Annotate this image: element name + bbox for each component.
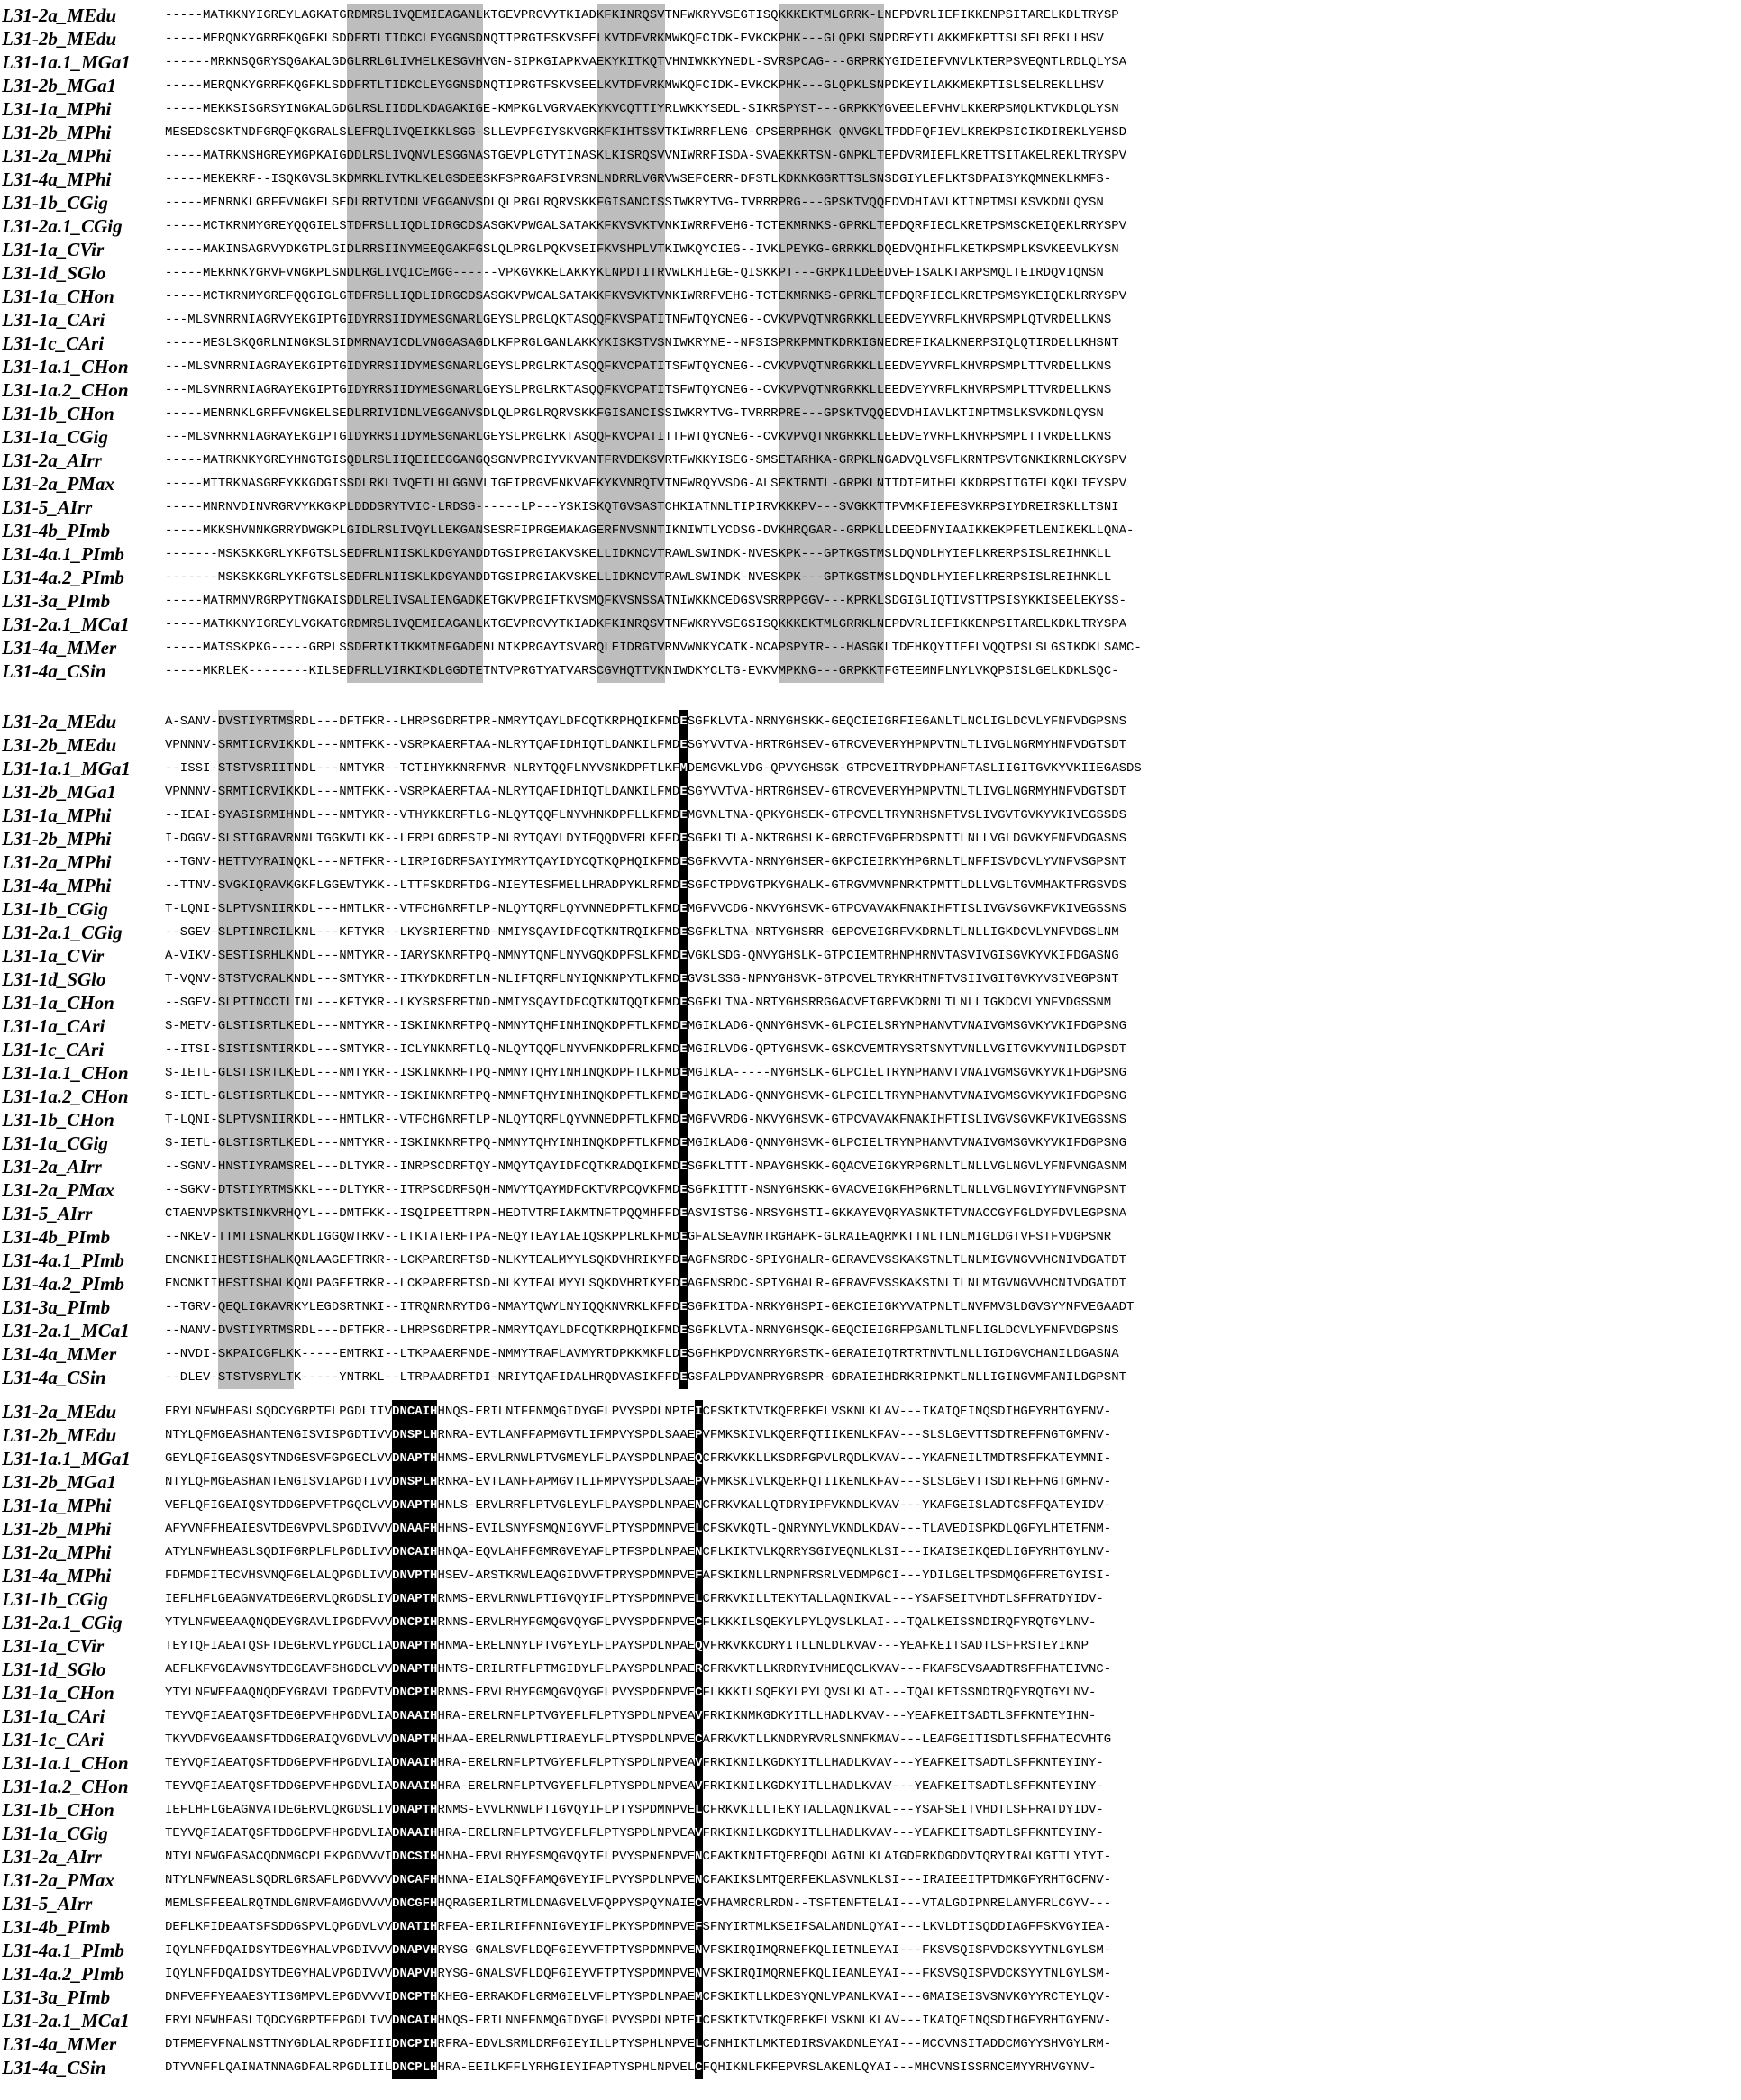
sequence-residues: --NKEV-TTMTISNALRKDLIGGQWTRKV--LTKTATERFTPA-NEQYTEAYIAEIQSKPPLRLKFMDEGFALSEAVNRTRGHAPK-GLRAIEAQRMKTTNLTLNLMIGLDGTVFSTFVDGPSNR xyxy=(165,1225,1741,1249)
alignment-row xyxy=(0,1868,1741,1892)
sequence-label: L31-1a_CHon xyxy=(2,286,114,307)
alignment-row xyxy=(0,968,1741,991)
sequence-label: L31-2a.1_CGig xyxy=(2,215,123,237)
sequence-residues: --SGEV-SLPTINRCILKNL---KFTYKR--LKYSRIERFTND-NMIYSQAYIDFCQTKNTRQIKFMDESGFKLTNA-NRTYGHSRR-GEPCVEIGRFVKDRNLTLNLLIGKDCVLYNFVDGSLNM xyxy=(165,921,1741,944)
alignment-row xyxy=(0,1517,1741,1541)
sequence-label: L31-3a_PImb xyxy=(2,590,111,612)
sequence-residues: -----MATRMNVRGRPYTNGKAISDDLRELIVSALIENGADKETGKVPRGIFTKVSMQFKVSNSSATNIWKKNCEDGSVSRRPPGGV---KPRKLSDGIGLIQTIVSTTPSISYKKISEELEKYSS- xyxy=(165,589,1741,613)
sequence-label: L31-1a.2_CHon xyxy=(2,379,129,401)
sequence-residues: IEFLHFLGEAGNVATDEGERVLQRGDSLIVDNAPTHRNMS-ERVLRNWLPTIGVQYIFLPTYSPDMNPVELCFRKVKILLTEKYTALLAQNIKVAL---YSAFSEITVHDTLSFFRATDYIDV- xyxy=(165,1587,1741,1611)
sequence-residues: S-IETL-GLSTISRTLKEDL---NMTYKR--ISKINKNRFTPQ-NMNFTQHYINHINQKDPFTLKFMDEMGIKLADG-QNNYGHSVK-GLPCIELTRYNPHANVTVNAIVGMSGVKYVKIFDGPSNG xyxy=(165,1085,1741,1108)
sequence-label: L31-4a_MPhi xyxy=(2,1565,112,1586)
sequence-label: L31-1a_CVir xyxy=(2,239,105,260)
sequence-residues: -------MSKSKKGRLYKFGTSLSEDFRLNIISKLKDGYANDDTGSIPRGIAKVSKELLIDKNCVTRAWLSWINDK-NVESKPK---GPTKGSTMSLDQNDLHYIEFLKRERPSISLREIHNKLL xyxy=(165,566,1741,589)
alignment-row xyxy=(0,1400,1741,1423)
sequence-label: L31-4a.1_PImb xyxy=(2,543,124,565)
sequence-label: L31-4a_MPhi xyxy=(2,875,112,896)
sequence-label: L31-1c_CAri xyxy=(2,332,105,354)
sequence-label: L31-2b_MPhi xyxy=(2,122,112,143)
sequence-residues: T-LQNI-SLPTVSNIIRKDL---HMTLKR--VTFCHGNRFTLP-NLQYTQRFLQYVNNEDPFTLKFMDEMGFVVRDG-NKVYGHSVK-GTPCVAVAKFNAKIHFTISLIVGVSGVKFVKIVEGSSNS xyxy=(165,1108,1741,1132)
alignment-row xyxy=(0,495,1741,519)
sequence-residues: TEYVQFIAEATQSFTDDGEPVFHPGDVLIADNAAIHHRA-ERELRNFLPTVGYEFLFLPTYSPDLNPVEAVFRKIKNILKGDKYITLLHADLKVAV---YEAFKEITSADTLSFFKNTEYINY- xyxy=(165,1775,1741,1798)
alignment-row xyxy=(0,1423,1741,1447)
alignment-row xyxy=(0,519,1741,542)
sequence-residues: NTYLNFWGEASACQDNMGCPLFKPGDVVVIDNCSIHHNHA-ERVLRHYFSMQGVQYIFLPVYSPNFNPVENCFAKIKNIFTQERFQDLAGINLKLAIGDFRKDGDDVTQRYIRALKGTTLYIYT- xyxy=(165,1845,1741,1868)
alignment-row xyxy=(0,1892,1741,1915)
sequence-label: L31-2a.1_MCa1 xyxy=(2,2010,130,2032)
sequence-label: L31-2a_AIrr xyxy=(2,1156,102,1177)
sequence-label: L31-2a_AIrr xyxy=(2,1846,102,1868)
sequence-label: L31-4a_MPhi xyxy=(2,168,112,190)
sequence-residues: ---MLSVNRRNIAGRAYEKGIPTGIDYRRSIIDYMESGNARLGEYSLPRGLRKTASQQFKVCPATITSFWTQYCNEG--CVKVPVQTNRGRKKLLEEDVEYVRFLKHVRPSMPLTTVRDELLKNS xyxy=(165,378,1741,402)
sequence-residues: IQYLNFFDQAIDSYTDEGYHALVPGDIVVVDNAPVHRYSG-GNALSVFLDQFGIEYVFTPTYSPDMNPVENVFSKIRQIMQRNEFKQLIEANLEYAI---FKSVSQISPVDCKSYYTNLGYLSM- xyxy=(165,1962,1741,1986)
sequence-residues: -----MTTRKNASGREYKKGDGISSDLRKLIVQETLHLGGNVLTGEIPRGVFNKVAEKYKVNRQTVTNFWRQYVSDG-ALSEKTRNTL-GRPKLNTTDIEMIHFLKKDRPSITGTELKQKLIEYSPV xyxy=(165,472,1741,495)
sequence-residues: ATYLNFWHEASLSQDIFGRPLFLPGDLIVVDNCAIHHNQA-EQVLAHFFGMRGVEYAFLPTFSPDLNPAENCFLKIKTVLKQRRYSGIVEQNLKLSI---IKAISEIKQEDLIGFYRHTGYLNV- xyxy=(165,1541,1741,1564)
alignment-row xyxy=(0,757,1741,780)
alignment-row xyxy=(0,733,1741,757)
alignment-row xyxy=(0,50,1741,74)
alignment-row xyxy=(0,1132,1741,1155)
sequence-label: L31-2a.1_MCa1 xyxy=(2,614,130,635)
sequence-residues: -----MENRNKLGRFFVNGKELSEDLRRIVIDNLVEGGANVSDLQLPRGLRQRVSKKFGISANCISSIWKRYTVG-TVRRRPRE---GPSKTVQQEDVDHIAVLKTINPTMSLKSVKDNLQYSN xyxy=(165,402,1741,425)
sequence-label: L31-2b_MEdu xyxy=(2,1424,117,1446)
sequence-residues: TEYVQFIAEATQSFTDDGEPVFHPGDVLIADNAAIHHRA-ERELRNFLPTVGYEFLFLPTYSPDLNPVEAVFRKIKNILKGDKYITLLHADLKVAV---YEAFKEITSADTLSFFKNTEYINY- xyxy=(165,1822,1741,1845)
sequence-label: L31-2a.1_MCa1 xyxy=(2,1320,130,1341)
sequence-label: L31-1b_CHon xyxy=(2,1109,114,1131)
alignment-row xyxy=(0,1845,1741,1868)
alignment-row xyxy=(0,308,1741,332)
sequence-residues: TEYVQFIAEATQSFTDEGEPVFHPGDVLIADNAAIHHRA-ERELRNFLPTVGYEFLFLPTYSPDLNPVEAVFRKIKNMKGDKYITLLHADLKVAV---YEAFKEITSADTLSFFKNTEYIHN- xyxy=(165,1705,1741,1728)
alignment-row xyxy=(0,214,1741,238)
sequence-residues: A-VIKV-SESTISRHLKNDL---NMTYKR--IARYSKNRFTPQ-NMNYTQNFLNYVGQKDPFSLKFMDEVGKLSDG-QNVYGHSLK-GTPCIEMTRHNPHRNVTASVIVGISGVKYVKIFDGASNG xyxy=(165,944,1741,968)
alignment-row xyxy=(0,1681,1741,1705)
sequence-residues: NTYLQFMGEASHANTENGISVIAPGDTIVVDNSPLHRNRA-EVTLANFFAPMGVTLIFMPVYSPDLSAAEPVFMKSKIVLKQERFQTIIKENLKFAV---SLSLGEVTTSDTREFFNGTGMFNV- xyxy=(165,1470,1741,1494)
alignment-row xyxy=(0,566,1741,589)
sequence-residues: -----MERQNKYGRRFKQGFKLSDDFRTLTIDKCLEYGGNSDNQTIPRGTFSKVSEELKVTDFVRKMWKQFCIDK-EVKCKPHK---GLQPKLSNPDKEYILAKKMEKPTISLSELREKLLHSV xyxy=(165,74,1741,97)
sequence-residues: --NANV-DVSTIYRTMSRDL---DFTFKR--LHRPSGDRFTPR-NMRYTQAYLDFCQTKRPHQIKFMDESGFKLVTA-NRNYGHSQK-GEQCIEIGRFPGANLTLNFLIGLDCVLYFNFVDGPSNS xyxy=(165,1319,1741,1342)
alignment-row xyxy=(0,332,1741,355)
sequence-label: L31-1a_MPhi xyxy=(2,98,112,120)
sequence-label: L31-1a.1_MGa1 xyxy=(2,758,131,779)
alignment-row xyxy=(0,874,1741,897)
sequence-residues: FDFMDFITECVHSVNQFGELALQPGDLIVVDNVPTHHSEV-ARSTKRWLEAQGIDVVFTPRYSPDMNPVEFAFSKIKNLLRNPNFRSRLVEDMPGCI---YDILGELTPSDMQGFFRETGYISI- xyxy=(165,1564,1741,1587)
alignment-row xyxy=(0,589,1741,613)
alignment-row xyxy=(0,804,1741,827)
sequence-label: L31-2b_MGa1 xyxy=(2,781,117,803)
sequence-label: L31-1b_CGig xyxy=(2,898,108,920)
alignment-row xyxy=(0,542,1741,566)
sequence-residues: -----MENRNKLGRFFVNGKELSEDLRRIVIDNLVEGGANVSDLQLPRGLRQRVSKKFGISANCISSIWKRYTVG-TVRRRPRG---GPSKTVQQEDVDHIAVLKTINPTMSLKSVKDNLQYSN xyxy=(165,191,1741,214)
sequence-residues: ENCNKIIHESTISHALKQNLAAGEFTRKR--LCKPARERFTSD-NLKYTEALMYYLSQKDVHRIKYFDEAGFNSRDC-SPIYGHALR-GERAVEVSSKAKSTNLTLNLMIGVNGVVHCNIVDGATDT xyxy=(165,1249,1741,1272)
sequence-label: L31-2b_MEdu xyxy=(2,734,117,756)
alignment-row xyxy=(0,2009,1741,2032)
sequence-label: L31-2b_MPhi xyxy=(2,1518,112,1540)
sequence-residues: -----MERQNKYGRRFKQGFKLSDDFRTLTIDKCLEYGGNSDNQTIPRGTFSKVSEELKVTDFVRKMWKQFCIDK-EVKCKPHK---GLQPKLSNPDREYILAKKMEKPTISLSELREKLLHSV xyxy=(165,27,1741,50)
sequence-label: L31-2a_AIrr xyxy=(2,450,102,471)
sequence-label: L31-1b_CHon xyxy=(2,1799,114,1821)
sequence-label: L31-4a_MMer xyxy=(2,1343,117,1365)
sequence-label: L31-1a_CAri xyxy=(2,1015,105,1037)
sequence-residues: -----MEKRNKYGRVFVNGKPLSNDLRGLIVQICEMGG------VPKGVKKELAKKYKLNPDTITRVWLKHIEGE-QISKKPT---GRPKILDEEDVEFISALKTARPSMQLTEIRDQVIQNSN xyxy=(165,261,1741,285)
sequence-label: L31-1a.1_CHon xyxy=(2,356,129,377)
sequence-residues: NTYLNFWNEASLSQDRLGRSAFLPGDVVVVDNCAFHHNNA-EIALSQFFAMQGVEYIFLPVYSPDLNPVENCFAKIKSLMTQERFEKLASVNLKLSI---IRAIEEITPTDMKGFYRHTGCFNV- xyxy=(165,1868,1741,1892)
sequence-residues: CTAENVPSKTSINKVRHQYL---DMTFKK--ISQIPEETTRPN-HEDTVTRFIAKMTNFTPQQMHFFDEASVISTSG-NRSYGHSTI-GKKAYEVQRYASNKTFTVNACCGYFGLDYFDVLEGPSNA xyxy=(165,1202,1741,1225)
sequence-label: L31-4a_CSin xyxy=(2,2057,106,2078)
sequence-residues: IEFLHFLGEAGNVATDEGERVLQRGDSLIVDNAPTHRNMS-EVVLRNWLPTIGVQYIFLPTYSPDMNPVELCFRKVKILLTEKYTALLAQNIKVAL---YSAFSEITVHDTLSFFRATDYIDV- xyxy=(165,1798,1741,1822)
sequence-label: L31-1a_CGig xyxy=(2,1823,108,1844)
sequence-label: L31-4b_PImb xyxy=(2,1226,111,1248)
sequence-residues: --ITSI-SISTISNTIRKDL---SMTYKR--ICLYNKNRFTLQ-NLQYTQQFLNYVFNKDPFRLKFMDEMGIRLVDG-QPTYGHSVK-GSKCVEMTRYSRTSNYTVNLLVGITGVKYVNILDGPSDT xyxy=(165,1038,1741,1061)
sequence-label: L31-2b_MEdu xyxy=(2,28,117,50)
sequence-label: L31-1b_CGig xyxy=(2,192,108,214)
sequence-residues: ---MLSVNRRNIAGRAYEKGIPTGIDYRRSIIDYMESGNARLGEYSLPRGLRKTASQQFKVCPATITTFWTQYCNEG--CVKVPVQTNRGRKKLLEEDVEYVRFLKHVRPSMPLTTVRDELLKNS xyxy=(165,425,1741,449)
sequence-residues: ------MRKNSQGRYSQGAKALGDGLRRLGLIVHELKESGVHVGN-SIPKGIAPKVAEKYKITKQTVHNIWKKYNEDL-SVRSPCAG---GRPRKYGIDEIEFVNVLKTERPSVEQNTLRDLQLYSA xyxy=(165,50,1741,74)
alignment-row xyxy=(0,168,1741,191)
sequence-label: L31-2a_MPhi xyxy=(2,851,112,873)
sequence-label: L31-3a_PImb xyxy=(2,1986,111,2008)
sequence-label: L31-2a.1_CGig xyxy=(2,922,123,943)
sequence-residues: -----MCTKRNMYGREYQQGIELSTDFRSLLIQDLIDRGCDSASGKVPWGALSATAKKFKVSVKTVNKIWRRFVEHG-TCTEKMRNKS-GPRKLTEPDQRFIECLKRETPSMSCKEIQEKLRRYSPV xyxy=(165,214,1741,238)
sequence-label: L31-2a_MEdu xyxy=(2,5,117,26)
alignment-row xyxy=(0,402,1741,425)
alignment-row xyxy=(0,1366,1741,1389)
alignment-row xyxy=(0,1658,1741,1681)
sequence-residues: S-METV-GLSTISRTLKEDL---NMTYKR--ISKINKNRFTPQ-NMNYTQHFINHINQKDPFTLKFMDEMGIKLADG-QNNYGHSVK-GLPCIELSRYNPHANVTVNAIVGMSGVKYVKIFDGPSNG xyxy=(165,1014,1741,1038)
alignment-row xyxy=(0,285,1741,308)
sequence-label: L31-4a.1_PImb xyxy=(2,1250,124,1271)
alignment-row xyxy=(0,144,1741,168)
alignment-row xyxy=(0,1108,1741,1132)
alignment-row xyxy=(0,1611,1741,1634)
alignment-row xyxy=(0,1728,1741,1751)
sequence-residues: AFYVNFFHEAIESVTDEGVPVLSPGDIVVVDNAAFHHHNS-EVILSNYFSMQNIGYVFLPTYSPDMNPVELCFSKVKQTL-QNRYNYLVKNDLKDAV---TLAVEDISPKDLQGFYLHTETFNM- xyxy=(165,1517,1741,1541)
sequence-label: L31-2a_MEdu xyxy=(2,1401,117,1423)
alignment-row xyxy=(0,897,1741,921)
sequence-label: L31-1a_CHon xyxy=(2,992,114,1014)
alignment-row xyxy=(0,2056,1741,2079)
sequence-label: L31-4a.2_PImb xyxy=(2,1963,124,1985)
sequence-residues: TEYVQFIAEATQSFTDDGEPVFHPGDVLIADNAAIHHRA-ERELRNFLPTVGYEFLFLPTYSPDLNPVEAVFRKIKNILKGDKYITLLHADLKVAV---YEAFKEITSADTLSFFKNTEYINY- xyxy=(165,1751,1741,1775)
sequence-residues: -----MKRLEK--------KILSEDFRLLVIRKIKDLGGDTETNTVPRGTYATVARSCGVHQTTVKNIWDKYCLTG-EVKVMPKNG---GRPKKTFGTEEMNFLNYLVKQPSISLGELKDKLSQC- xyxy=(165,659,1741,683)
alignment-row xyxy=(0,472,1741,495)
sequence-residues: --SGNV-HNSTIYRAMSREL---DLTYKR--INRPSCDRFTQY-NMQYTQAYIDFCQTKRADQIKFMDESGFKLTTT-NPAYGHSKK-GQACVEIGKYRPGRNLTLNLLVGLNGVLYFNFVNGASNM xyxy=(165,1155,1741,1178)
alignment-row xyxy=(0,1564,1741,1587)
alignment-row xyxy=(0,191,1741,214)
alignment-row xyxy=(0,1939,1741,1962)
alignment-row xyxy=(0,1751,1741,1775)
sequence-residues: --SGKV-DTSTIYRTMSKKL---DLTYKR--ITRPSCDRFSQH-NMVYTQAYMDFCKTVRPCQVKFMDESGFKITTT-NSNYGHSKK-GVACVEIGKFHPGRNLTLNLLVGLNGVIYYNFVNGPSNT xyxy=(165,1178,1741,1202)
alignment-row xyxy=(0,1085,1741,1108)
alignment-row xyxy=(0,2032,1741,2056)
alignment-row xyxy=(0,261,1741,285)
sequence-residues: AEFLKFVGEAVNSYTDEGEAVFSHGDCLVVDNAPTHHNTS-ERILRTFLPTMGIDYLFLPAYSPDLNPAERCFRKVKTLLKRDRYIVHMEQCLKVAV---FKAFSEVSAADTRSFFHATEIVNC- xyxy=(165,1658,1741,1681)
sequence-residues: VPNNNV-SRMTICRVIKKDL---NMTFKK--VSRPKAERFTAA-NLRYTQAFIDHIQTLDANKILFMDESGYVVTVA-HRTRGHSEV-GTRCVEVERYHPNPVTNLTLIVGLNGRMYHNFVDGTSDT xyxy=(165,733,1741,757)
sequence-label: L31-1a.1_MGa1 xyxy=(2,1448,131,1469)
alignment-row xyxy=(0,1494,1741,1517)
sequence-label: L31-5_AIrr xyxy=(2,496,93,518)
sequence-label: L31-1a_MPhi xyxy=(2,805,112,826)
alignment-row xyxy=(0,1447,1741,1470)
sequence-residues: --ISSI-STSTVSRIITNDL---NMTYKR--TCTIHYKKNRFMVR-NLRYTQQFLNYVSNKDPFTLKFMDEMGVKLVDG-QPVYGHSGK-GTPCVEITRYDPHANFTASLIIGITGVKYVKIIEGASDS xyxy=(165,757,1741,780)
sequence-residues: ERYLNFWHEASLTQDCYGRPTFFPGDLIVVDNCAIHHNQS-ERILNNFFNMQGIDYGFLPVYSPDLNPIEICFSKIKTVIKQERFKELVSKNLKLAV---IKAIQEINQSDIHGFYRHTGYFNV- xyxy=(165,2009,1741,2032)
sequence-residues: -----MATRKNSHGREYMGPKAIGDDLRSLIVQNVLESGGNASTGEVPLGTYTINASKLKISRQSVVNIWRRFISDA-SVAEKKRTSN-GNPKLTEPDVRMIEFLKRETTSITAKELREKLTRYSPV xyxy=(165,144,1741,168)
sequence-residues: ERYLNFWHEASLSQDCYGRPTFLPGDLIIVDNCAIHHNQS-ERILNTFFNMQGIDYGFLPVYSPDLNPIEICFSKIKTVIKQERFKELVSKNLKLAV---IKAIQEINQSDIHGFYRHTGYFNV- xyxy=(165,1400,1741,1423)
alignment-row xyxy=(0,921,1741,944)
alignment-row xyxy=(0,1178,1741,1202)
sequence-residues: --DLEV-STSTVSRYLTK-----YNTRKL--LTRPAADRFTDI-NRIYTQAFIDALHRQDVASIKFFDEGSFALPDVANPRYGRSPR-GDRAIEIHDRKRIPNKTLNLLIGINGVMFANILDGPSNT xyxy=(165,1366,1741,1389)
sequence-label: L31-1a_CVir xyxy=(2,945,105,967)
alignment-row xyxy=(0,780,1741,804)
sequence-label: L31-1a_CHon xyxy=(2,1682,114,1704)
alignment-row xyxy=(0,1822,1741,1845)
alignment-row xyxy=(0,1470,1741,1494)
sequence-residues: -----MAKINSAGRVYDKGTPLGIDLRRSIINYMEEQGAKFGSLQLPRGLPQKVSEIFKVSHPLVTKIWKQYCIEG--IVKLPEYKG-GRRKKLDQEDVQHIHFLKETKPSMPLKSVKEEVLKYSN xyxy=(165,238,1741,261)
sequence-residues: VEFLQFIGEAIQSYTDDGEPVFTPGQCLVVDNAPTHHNLS-ERVLRRFLPTVGLEYLFLPAYSPDLNPAENCFRKVKALLQTDRYIPFVKNDLKVAV---YKAFGEISLADTCSFFQATEYIDV- xyxy=(165,1494,1741,1517)
sequence-residues: S-IETL-GLSTISRTLKEDL---NMTYKR--ISKINKNRFTPQ-NMNYTQHYINHINQKDPFTLKFMDEMGIKLA-----NYGHSLK-GLPCIELTRYNPHANVTVNAIVGMSGVKYVKIFDGPSNG xyxy=(165,1061,1741,1085)
sequence-residues: -------MSKSKKGRLYKFGTSLSEDFRLNIISKLKDGYANDDTGSIPRGIAKVSKELLIDKNCVTRAWLSWINDK-NVESKPK---GPTKGSTMSLDQNDLHYIEFLKRERPSISLREIHNKLL xyxy=(165,542,1741,566)
sequence-residues: A-SANV-DVSTIYRTMSRDL---DFTFKR--LHRPSGDRFTPR-NMRYTQAYLDFCQTKRPHQIKFMDESGFKLVTA-NRNYGHSKK-GEQCIEIGRFIEGANLTLNCLIGLDCVLYFNFVDGPSNS xyxy=(165,710,1741,733)
alignment-row xyxy=(0,1962,1741,1986)
sequence-label: L31-1d_SGlo xyxy=(2,1659,106,1680)
sequence-residues: T-LQNI-SLPTVSNIIRKDL---HMTLKR--VTFCHGNRFTLP-NLQYTQRFLQYVNNEDPFTLKFMDEMGFVVCDG-NKVYGHSVK-GTPCVAVAKFNAKIHFTISLIVGVSGVKFVKIVEGSSNS xyxy=(165,897,1741,921)
sequence-label: L31-1a.1_CHon xyxy=(2,1062,129,1084)
sequence-residues: S-IETL-GLSTISRTLKEDL---NMTYKR--ISKINKNRFTPQ-NMNYTQHYINHINQKDPFTLKFMDEMGIKLADG-QNNYGHSVK-GLPCIELTRYNPHANVTVNAIVGMSGVKYVKIFDGPSNG xyxy=(165,1132,1741,1155)
sequence-residues: --SGEV-SLPTINCCILINL---KFTYKR--LKYSRSERFTND-NMIYSQAYIDFCQTKNTQQIKFMDESGFKLTNA-NRTYGHSRRGGACVEIGRFVKDRNLTLNLLIGKDCVLYNFVDGSSNM xyxy=(165,991,1741,1014)
sequence-label: L31-4a.2_PImb xyxy=(2,567,124,588)
sequence-label: L31-2a_PMax xyxy=(2,1179,114,1201)
sequence-residues: --TGNV-HETTVYRAINQKL---NFTFKR--LIRPIGDRFSAYIYMRYTQAYIDYCQTKQPHQIKFMDESGFKVVTA-NRNYGHSER-GKPCIEIRKYHPGRNLTLNFFISVDCVLYVNFVSGPSNT xyxy=(165,850,1741,874)
sequence-label: L31-4a_MMer xyxy=(2,2033,117,2055)
sequence-label: L31-5_AIrr xyxy=(2,1893,93,1914)
sequence-label: L31-1a_CVir xyxy=(2,1635,105,1657)
alignment-row xyxy=(0,1295,1741,1319)
sequence-residues: -----MATRKNKYGREYHNGTGISQDLRSLIIQEIEEGGANGQSGNVPRGIYVKVANTFRVDEKSVRTFWKKYISEG-SMSETARHKA-GRPKLNGADVQLVSFLKRNTPSVTGNKIKRNLCKYSPV xyxy=(165,449,1741,472)
alignment-row xyxy=(0,1986,1741,2009)
sequence-label: L31-2a_MPhi xyxy=(2,145,112,167)
sequence-label: L31-1c_CAri xyxy=(2,1729,105,1750)
sequence-residues: YTYLNFWEEAAQNQDEYGRAVLIPGDFVIVDNCPIHRNNS-ERVLRHYFGMQGVQYGFLPVYSPDFNPVECFLKKKILSQEKYLPYLQVSLKLAI---TQALKEISSNDIRQFYRQTGYLNV- xyxy=(165,1681,1741,1705)
alignment-row xyxy=(0,1202,1741,1225)
alignment-row xyxy=(0,74,1741,97)
sequence-residues: -----MESLSKQGRLNINGKSLSIDMRNAVICDLVNGGASAGDLKFPRGLGANLAKKYKISKSTVSNIWKRYNE--NFSISPRKPMNTKDRKIGNEDREFIKALKNERPSIQLQTIRDELLKHSNT xyxy=(165,332,1741,355)
sequence-residues: VPNNNV-SRMTICRVIKKDL---NMTFKK--VSRPKAERFTAA-NLRYTQAFIDHIQTLDANKILFMDESGYVVTVA-HRTRGHSEV-GTRCVEVERYHPNPVTNLTLIVGLNGRMYHNFVDGTSDT xyxy=(165,780,1741,804)
sequence-label: L31-4a.2_PImb xyxy=(2,1273,124,1295)
alignment-row xyxy=(0,449,1741,472)
sequence-residues: I-DGGV-SLSTIGRAVRNNLTGGKWTLKK--LERPLGDRFSIP-NLRYTQAYLDYIFQQDVERLKFFDESGFKLTLA-NKTRGHSLK-GRRCIEVGPFRDSPNITLNLLVGLDGVKYFNFVDGASNS xyxy=(165,827,1741,850)
sequence-label: L31-1a.1_MGa1 xyxy=(2,51,131,73)
sequence-label: L31-2a_MEdu xyxy=(2,711,117,732)
alignment-row xyxy=(0,827,1741,850)
sequence-label: L31-2b_MPhi xyxy=(2,828,112,850)
sequence-residues: IQYLNFFDQAIDSYTDEGYHALVPGDIVVVDNAPVHRYSG-GNALSVFLDQFGIEYVFTPTYSPDMNPVENVFSKIRQIMQRNEFKQLIETNLEYAI---FKSVSQISPVDCKSYYTNLGYLSM- xyxy=(165,1939,1741,1962)
sequence-label: L31-4b_PImb xyxy=(2,1916,111,1938)
sequence-residues: NTYLQFMGEASHANTENGISVISPGDTIVVDNSPLHRNRA-EVTLANFFAPMGVTLIFMPVYSPDLSAAEPVFMKSKIVLKQERFQTIIKENLKFAV---SLSLGEVTTSDTREFFNGTGMFNV- xyxy=(165,1423,1741,1447)
sequence-label: L31-4a_MMer xyxy=(2,637,117,659)
sequence-residues: -----MATKKNYIGREYLAGKATGRDMRSLIVQEMIEAGANLKTGEVPRGVYTKIADKFKINRQSVTNFWKRYVSEGTISQKKKEKTMLGRRK-LNEPDVRLIEFIKKENPSITARELKDLTRYSP xyxy=(165,4,1741,27)
alignment-row xyxy=(0,944,1741,968)
sequence-label: L31-2b_MGa1 xyxy=(2,75,117,96)
sequence-residues: DEFLKFIDEAATSFSDDGSPVLQPGDVLVVDNATIHRFEA-ERILRIFFNNIGVEYIFLPKYSPDMNPVEFSFNYIRTMLKSEIFSALANDNLQYAI---LKVLDTISQDDIAGFFSKVGYIEA- xyxy=(165,1915,1741,1939)
sequence-residues: DTYVNFFLQAINATNNAGDFALRPGDLIILDNCPLHHRA-EEILKFFLYRHGIEYIFAPTYSPHLNPVELCFQHIKNLFKFEPVRSLAKENLQYAI---MHCVNSISSRNCEMYYRHVGYNV- xyxy=(165,2056,1741,2079)
sequence-label: L31-4b_PImb xyxy=(2,520,111,541)
alignment-row xyxy=(0,1155,1741,1178)
alignment-row xyxy=(0,1541,1741,1564)
sequence-label: L31-2a_PMax xyxy=(2,1869,114,1891)
sequence-label: L31-1b_CGig xyxy=(2,1588,108,1610)
alignment-row xyxy=(0,1705,1741,1728)
alignment-row xyxy=(0,850,1741,874)
sequence-residues: -----MNRNVDINVRGRVYKKGKPLDDDSRYTVIC-LRDSG------LP---YSKISKQTGVSASTCHKIATNNLTIPIRVKKKPV---SVGKKTTPVMKFIEFESVKRPSIYDREIRSKLLTSNI xyxy=(165,495,1741,519)
alignment-row xyxy=(0,1587,1741,1611)
sequence-label: L31-1c_CAri xyxy=(2,1039,105,1060)
sequence-residues: ---MLSVNRRNIAGRAYEKGIPTGIDYRRSIIDYMESGNARLGEYSLPRGLRKTASQQFKVCPATITSFWTQYCNEG--CVKVPVQTNRGRKKLLEEDVEYVRFLKHVRPSMPLTTVRDELLKNS xyxy=(165,355,1741,378)
sequence-label: L31-5_AIrr xyxy=(2,1203,93,1224)
alignment-row xyxy=(0,1272,1741,1295)
sequence-residues: MESEDSCSKTNDFGRQFQKGRALSLEFRQLIVQEIKKLSGG-SLLEVPFGIYSKVGRKFKIHTSSVTKIWRRFLENG-CPSERPRHGK-QNVGKLTPDDFQFIEVLKREKPSICIKDIREKLYEHSD xyxy=(165,121,1741,144)
alignment-row xyxy=(0,1915,1741,1939)
sequence-residues: -----MATSSKPKG-----GRPLSSDFRIKIIKKMINFGADENLNIKPRGAYTSVARQLEIDRGTVRNVWNKYCATK-NCAPSPYIR---HASGKLTDEHKQYIIEFLVQQTPSLSLGSIKDKLSAMC- xyxy=(165,636,1741,659)
sequence-label: L31-1a_CAri xyxy=(2,309,105,331)
sequence-residues: MEMLSFFEEALRQTNDLGNRVFAMGDVVVVDNCGFHHQRAGERILRTMLDNAGVELVFQPPYSPQYNAIECVFHAMRCRLRDN--TSFTENFTELAI---VTALGDIPNRELANYFRLCGYV--- xyxy=(165,1892,1741,1915)
sequence-residues: DNFVEFFYEAAESYTISGMPVLEPGDVVVIDNCPTHKHEG-ERRAKDFLGRMGIELVFLPTYSPDLNPAEMCFSKIKTLLKDESYQNLVPANLKVAI---GMAISEISVSNVKGYYRCTEYLQV- xyxy=(165,1986,1741,2009)
alignment-row xyxy=(0,1798,1741,1822)
sequence-label: L31-2b_MGa1 xyxy=(2,1471,117,1493)
alignment-row xyxy=(0,425,1741,449)
alignment-row xyxy=(0,1319,1741,1342)
sequence-label: L31-1a.1_CHon xyxy=(2,1752,129,1774)
sequence-residues: -----MEKEKRF--ISQKGVSLSKDMRKLIVTKLKELGSDEESKFSPRGAFSIVRSNLNDRRLVGRVWSEFCERR-DFSTLKDKNKGGRTTSLSNSDGIYLEFLKTSDPAISYKQMNEKLKMFS- xyxy=(165,168,1741,191)
sequence-residues: TKYVDFVGEAANSFTDDGERAIQVGDVLVVDNAPTHHHAA-ERELRNWLPTIRAEYLFLPTYSPDLNPVECAFRKVKTLLKNDRYRVRLSNNFKMAV---LEAFGEITISDTLSFFHATECVHTG xyxy=(165,1728,1741,1751)
sequence-residues: --TGRV-QEQLIGKAVRKYLEGDSRTNKI--ITRQNRNRYTDG-NMAYTQWYLNYIQQKNVRKLKFFDESGFKITDA-NRKYGHSPI-GEKCIEIGKYVATPNLTLNVFMVSLDGVSYYNFVEGAADT xyxy=(165,1295,1741,1319)
alignment-row xyxy=(0,4,1741,27)
alignment-row xyxy=(0,613,1741,636)
sequence-residues: -----MATKKNYIGREYLVGKATGRDMRSLIVQEMIEAGANLKTGEVPRGVYTKIADKFKINRQSVTNFWKRYVSEGSISQKKKEKTMLGRRKLNEPDVRLIEFIKKENPSITARELKDKLTRYSPA xyxy=(165,613,1741,636)
sequence-residues: -----MCTKRNMYGREFQQGIGLGTDFRSLLIQDLIDRGCDSASGKVPWGALSATAKKFKVSVKTVNKIWRRFVEHG-TCTEKMRNKS-GPRKLTEPDQRFIECLKRETPSMSYKEIQEKLRRYSPV xyxy=(165,285,1741,308)
alignment-row xyxy=(0,355,1741,378)
sequence-label: L31-1a_CGig xyxy=(2,426,108,448)
sequence-residues: YTYLNFWEEAAQNQDEYGRAVLIPGDFVVVDNCPIHRNNS-ERVLRHYFGMQGVQYGFLPVYSPDFNPVECFLKKKILSQEKYLPYLQVSLKLAI---TQALKEISSNDIRQFYRQTGYLNV- xyxy=(165,1611,1741,1634)
sequence-residues: -----MKKSHVNNKGRRYDWGKPLGIDLRSLIVQYLLEKGANSESRFIPRGEMAKAGERFNVSNNTIKNIWTLYCDSG-DVKHRQGAR--GRPKLLDEEDFNYIAAIKKEKPFETLENIKEKLLQNA- xyxy=(165,519,1741,542)
sequence-label: L31-1a.2_CHon xyxy=(2,1086,129,1107)
sequence-label: L31-1d_SGlo xyxy=(2,262,106,284)
alignment-row xyxy=(0,991,1741,1014)
alignment-row xyxy=(0,1038,1741,1061)
alignment-row xyxy=(0,1249,1741,1272)
sequence-label: L31-3a_PImb xyxy=(2,1296,111,1318)
sequence-residues: -----MEKKSISGRSYINGKALGDGLRSLIIDDLKDAGAKIGE-KMPKGLVGRVAEKYKVCQTTIYRLWKKYSEDL-SIKRSPYST---GRPKKYGVEELEFVHVLKKERPSMQLKTVKDLQLYSN xyxy=(165,97,1741,121)
sequence-residues: DTFMEFVFNALNSTTNYGDLALRPGDFIIIDNCPIHRFRA-EDVLSRMLDRFGIEYILLPTYSPHLNPVELCFNHIKTLMKTEDIRSVAKDNLEYAI---MCCVNSITADDCMGYYSHVGYLRM- xyxy=(165,2032,1741,2056)
alignment-row xyxy=(0,659,1741,683)
sequence-label: L31-1b_CHon xyxy=(2,403,114,424)
sequence-label: L31-2a_PMax xyxy=(2,473,114,495)
alignment-row xyxy=(0,97,1741,121)
alignment-row xyxy=(0,378,1741,402)
sequence-residues: ENCNKIIHESTISHALKQNLPAGEFTRKR--LCKPARERFTSD-NLKYTEALMYYLSQKDVHRIKYFDEAGFNSRDC-SPIYGHALR-GERAVEVSSKAKSTNLTLNLMIGVNGVVHCNIVDGATDT xyxy=(165,1272,1741,1295)
sequence-residues: GEYLQFIGEASQSYTNDGESVFGPGECLVVDNAPTHHNMS-ERVLRNWLPTVGMEYLFLPAYSPDLNPAEQCFRKVKKLLKSDRFGPVLRQDLKVAV---YKAFNEILTMDTRSFFKATEYMNI- xyxy=(165,1447,1741,1470)
alignment-row xyxy=(0,238,1741,261)
sequence-label: L31-4a_CSin xyxy=(2,660,106,682)
alignment-row xyxy=(0,1061,1741,1085)
sequence-label: L31-4a_CSin xyxy=(2,1367,106,1388)
sequence-label: L31-1a_MPhi xyxy=(2,1495,112,1516)
sequence-residues: T-VQNV-STSTVCRALKNDL---SMTYKR--ITKYDKDRFTLN-NLIFTQRFLNYIQNKNPYTLKFMDEGVSLSSG-NPNYGHSVK-GTPCVELTRYKRHTNFTVSIIVGITGVKYVSIVEGPSNT xyxy=(165,968,1741,991)
alignment-row xyxy=(0,1014,1741,1038)
sequence-label: L31-2a_MPhi xyxy=(2,1541,112,1563)
alignment-row xyxy=(0,636,1741,659)
alignment-row xyxy=(0,27,1741,50)
alignment-row xyxy=(0,710,1741,733)
alignment-row xyxy=(0,1775,1741,1798)
sequence-residues: --IEAI-SYASISRMIHNDL---NMTYKR--VTHYKKERFTLG-NLQYTQQFLNYVHNKDPFLLKFMDEMGVNLTNA-QPKYGHSEK-GTPCVELTRYNRHSNFTVSLIVGVTGVKYVKIVEGSSDS xyxy=(165,804,1741,827)
sequence-residues: ---MLSVNRRNIAGRVYEKGIPTGIDYRRSIIDYMESGNARLGEYSLPRGLQKTASQQFKVSPATITNFWTQYCNEG--CVKVPVQTNRGRKKLLEEDVEYVRFLKHVRPSMPLQTVRDELLKNS xyxy=(165,308,1741,332)
sequence-label: L31-2a.1_CGig xyxy=(2,1612,123,1633)
alignment-row xyxy=(0,121,1741,144)
alignment-row xyxy=(0,1342,1741,1366)
sequence-residues: TEYTQFIAEATQSFTDEGERVLYPGDCLIADNAPTHHNMA-ERELNNYLPTVGYEYLFLPAYSPDLNPAEQVFRKVKKCDRYITLLNLDLKVAV---YEAFKEITSADTLSFFRSTEYIKNP xyxy=(165,1634,1741,1658)
sequence-residues: --NVDI-SKPAICGFLKK-----EMTRKI--LTKPAAERFNDE-NMMYTRAFLAVMYRTDPKKMKFLDESGFHKPDVCNRRYGRSTK-GERAIEIQTRTRTNVTLNLLIGIDGVCHANILDGASNA xyxy=(165,1342,1741,1366)
sequence-label: L31-1a.2_CHon xyxy=(2,1776,129,1797)
alignment-row xyxy=(0,1225,1741,1249)
sequence-residues: --TTNV-SVGKIQRAVKGKFLGGEWTYKK--LTTFSKDRFTDG-NIEYTESFMELLHRADPYKLRFMDESGFCTPDVGTPKYGHALK-GTRGVMVNPNRKTPMTTLDLLVGLTGVMHAKTFRGSVDS xyxy=(165,874,1741,897)
sequence-label: L31-1d_SGlo xyxy=(2,968,106,990)
sequence-label: L31-4a.1_PImb xyxy=(2,1940,124,1961)
sequence-label: L31-1a_CAri xyxy=(2,1705,105,1727)
sequence-label: L31-1a_CGig xyxy=(2,1132,108,1154)
alignment-row xyxy=(0,1634,1741,1658)
